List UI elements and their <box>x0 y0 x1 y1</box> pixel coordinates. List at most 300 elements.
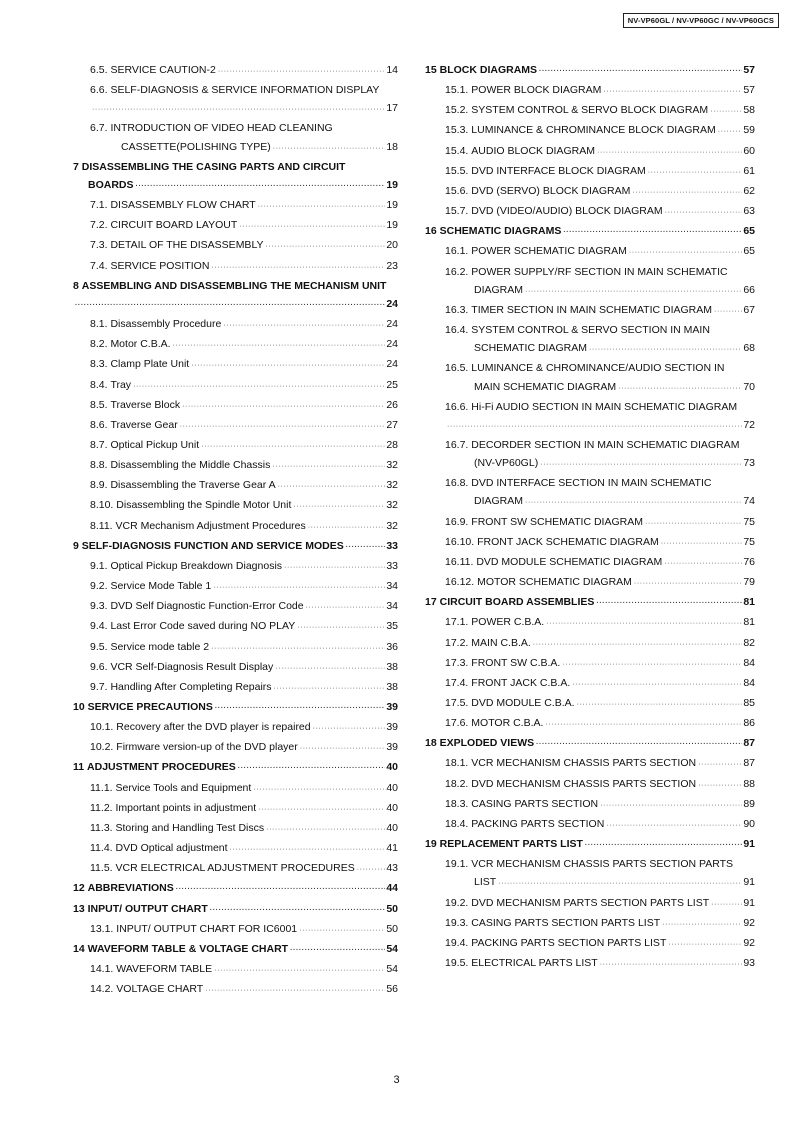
toc-entry-line <box>68 980 398 1000</box>
toc-entry-page: 28 <box>386 438 398 451</box>
toc-entry-line <box>425 754 755 774</box>
toc-entry-page: 89 <box>743 797 755 810</box>
toc-entry-page: 88 <box>743 777 755 790</box>
toc-entry-line <box>68 960 398 980</box>
toc-entry-line <box>425 162 755 182</box>
toc-entry[interactable] <box>425 101 755 121</box>
toc-entry-page: 24 <box>386 338 398 351</box>
toc-entry-page: 92 <box>743 916 755 929</box>
toc-entry[interactable] <box>425 934 755 954</box>
toc-entry[interactable] <box>68 678 398 698</box>
toc-entry[interactable] <box>425 242 755 262</box>
toc-entry-number: 17.3. <box>445 656 469 669</box>
toc-entry[interactable] <box>425 795 755 815</box>
toc-entry-title: SERVICE PRECAUTIONS <box>87 701 213 713</box>
toc-entry-title: REPLACEMENT PARTS LIST <box>439 838 583 851</box>
toc-entry-title: POWER SCHEMATIC DIAGRAM <box>471 245 627 258</box>
toc-entry[interactable] <box>68 537 398 557</box>
toc-entry-title: DVD Optical adjustment <box>115 842 228 855</box>
toc-entry-line <box>425 281 755 301</box>
leader-dots <box>253 781 385 799</box>
leader-dots <box>215 700 385 718</box>
toc-entry-line <box>425 873 755 893</box>
toc-entry[interactable] <box>425 263 755 301</box>
toc-entry-title: DISASSEMBLY FLOW CHART <box>110 199 256 212</box>
toc-entry[interactable] <box>425 359 755 397</box>
toc-entry[interactable] <box>68 456 398 476</box>
toc-entry[interactable] <box>425 474 755 512</box>
toc-entry[interactable] <box>425 81 755 101</box>
toc-entry-number: 16.11. <box>445 555 474 568</box>
toc-entry-title: SERVICE CAUTION-2 <box>110 64 216 76</box>
leader-dots <box>540 456 742 474</box>
toc-entry-page: 56 <box>386 983 398 996</box>
toc-entry[interactable] <box>68 920 398 940</box>
toc-entry[interactable] <box>425 553 755 573</box>
toc-entry[interactable] <box>68 859 398 879</box>
toc-entry-title: LUMINANCE & CHROMINANCE/AUDIO SECTION IN <box>471 362 725 375</box>
toc-entry-page: 40 <box>386 761 398 774</box>
toc-entry[interactable] <box>425 694 755 714</box>
toc-entry-page: 73 <box>743 457 755 470</box>
toc-entry[interactable] <box>425 855 755 893</box>
toc-entry-title: ABBREVIATIONS <box>87 882 174 895</box>
toc-entry-page: 39 <box>386 741 398 754</box>
toc-entry[interactable] <box>425 734 755 754</box>
leader-dots <box>698 756 742 774</box>
toc-entry[interactable] <box>68 940 398 960</box>
toc-entry-number: 9.1. <box>90 559 108 572</box>
toc-entry-line <box>68 476 398 496</box>
toc-entry-page: 32 <box>386 499 398 512</box>
toc-entry[interactable] <box>68 779 398 799</box>
toc-entry-title: CIRCUIT BOARD LAYOUT <box>110 219 238 232</box>
toc-entry[interactable] <box>425 775 755 795</box>
toc-entry-line <box>68 718 398 738</box>
toc-entry[interactable] <box>425 674 755 694</box>
toc-entry-title: DVD INTERFACE BLOCK DIAGRAM <box>471 164 646 177</box>
toc-entry-number: 16.10. <box>445 535 475 548</box>
toc-entry-line <box>425 398 755 416</box>
toc-entry-number: 17 <box>425 596 437 609</box>
toc-entry-line <box>68 779 398 799</box>
toc-entry-number: 8.5. <box>90 398 108 411</box>
toc-entry-title: SYSTEM CONTROL & SERVO SECTION IN MAIN <box>471 324 710 337</box>
toc-entry-number: 7.1. <box>90 199 108 212</box>
toc-entry-title: DIAGRAM <box>474 495 524 508</box>
toc-entry-line <box>425 533 755 553</box>
toc-entry-number: 11.5. <box>90 862 113 875</box>
toc-entry-title: BOARDS <box>88 178 134 191</box>
toc-entry-page: 24 <box>386 297 398 310</box>
toc-entry[interactable] <box>68 396 398 416</box>
leader-dots <box>711 896 742 914</box>
toc-entry-number: 7.4. <box>90 259 108 272</box>
toc-entry[interactable] <box>68 61 398 81</box>
toc-entry[interactable] <box>425 894 755 914</box>
toc-entry[interactable] <box>425 533 755 553</box>
toc-entry[interactable] <box>425 914 755 934</box>
toc-entry[interactable] <box>425 121 755 141</box>
toc-entry-title: FRONT JACK C.B.A. <box>471 676 571 689</box>
toc-entry-number: 16.6. <box>445 400 469 413</box>
toc-entry-page: 65 <box>743 245 755 258</box>
toc-entry-line <box>68 859 398 879</box>
toc-entry-number: 14 <box>73 942 85 955</box>
toc-entry-line <box>68 257 398 277</box>
toc-entry-number: 8 <box>73 279 79 292</box>
toc-entry-line <box>68 496 398 516</box>
leader-dots <box>211 259 385 277</box>
toc-entry-line <box>425 121 755 141</box>
toc-entry-line <box>68 61 398 81</box>
toc-entry-page: 87 <box>743 737 755 750</box>
toc-entry-number: 15.7. <box>445 205 469 218</box>
toc-entry-line <box>68 456 398 476</box>
toc-entry-page: 70 <box>743 380 755 393</box>
toc-entry-line <box>68 119 398 137</box>
toc-entry-page: 72 <box>743 418 755 431</box>
toc-entry-title: TIMER SECTION IN MAIN SCHEMATIC DIAGRAM <box>471 303 713 316</box>
toc-entry-number: 10.2. <box>90 741 114 754</box>
toc-entry[interactable] <box>425 654 755 674</box>
toc-entry-number: 19.4. <box>445 936 469 949</box>
toc-entry-line <box>425 734 755 754</box>
toc-entry[interactable] <box>68 517 398 537</box>
toc-entry-page: 27 <box>386 418 398 431</box>
leader-dots <box>648 164 743 182</box>
toc-entry-number: 8.1. <box>90 318 108 331</box>
toc-entry[interactable] <box>68 436 398 456</box>
toc-entry[interactable] <box>425 222 755 242</box>
toc-entry[interactable] <box>68 557 398 577</box>
toc-entry[interactable] <box>68 617 398 637</box>
toc-entry[interactable] <box>68 335 398 355</box>
toc-entry[interactable] <box>425 162 755 182</box>
toc-entry[interactable] <box>68 81 398 119</box>
leader-dots <box>75 297 385 315</box>
toc-left-column <box>68 61 398 1000</box>
leader-dots <box>536 736 742 754</box>
toc-entry-page: 19 <box>386 199 398 212</box>
toc-entry-line <box>425 914 755 934</box>
toc-entry[interactable] <box>425 398 755 436</box>
toc-entry[interactable] <box>68 277 398 315</box>
toc-entry-page: 23 <box>386 259 398 272</box>
toc-entry[interactable] <box>68 376 398 396</box>
toc-entry-number: 14.1. <box>90 963 114 976</box>
toc-entry[interactable] <box>425 754 755 774</box>
toc-entry[interactable] <box>68 315 398 335</box>
page-number: 3 <box>393 1074 400 1086</box>
toc-entry-number: 17.2. <box>445 636 469 649</box>
toc-entry-page: 90 <box>743 817 755 830</box>
toc-entry-page: 25 <box>386 378 398 391</box>
toc-entry-line <box>425 593 755 613</box>
toc-entry-page: 33 <box>386 559 398 572</box>
toc-entry-number: 9.3. <box>90 600 108 613</box>
toc-entry[interactable] <box>68 900 398 920</box>
toc-entry[interactable] <box>425 714 755 734</box>
toc-entry[interactable] <box>68 718 398 738</box>
toc-entry-line <box>68 617 398 637</box>
toc-entry-line <box>425 242 755 262</box>
toc-entry[interactable] <box>68 960 398 980</box>
toc-entry[interactable] <box>68 758 398 778</box>
leader-dots <box>629 244 742 262</box>
toc-entry-page: 93 <box>743 957 755 970</box>
toc-entry-line <box>425 454 755 474</box>
toc-entry[interactable] <box>68 196 398 216</box>
toc-entry-page: 54 <box>386 942 398 955</box>
toc-entry[interactable] <box>68 476 398 496</box>
toc-entry-page: 57 <box>743 84 755 97</box>
toc-entry-page: 54 <box>386 963 398 976</box>
toc-entry-line <box>425 855 755 873</box>
toc-entry-page: 91 <box>743 896 755 909</box>
toc-entry-number: 16.2. <box>445 265 469 278</box>
toc-entry[interactable] <box>68 236 398 256</box>
toc-entry-line <box>425 795 755 815</box>
toc-entry-line <box>425 378 755 398</box>
toc-entry[interactable] <box>68 597 398 617</box>
toc-entry-number: 8.2. <box>90 338 108 351</box>
toc-entry-page: 86 <box>743 717 755 730</box>
toc-entry-number: 8.7. <box>90 438 108 451</box>
leader-dots <box>284 559 385 577</box>
toc-entry[interactable] <box>68 119 398 157</box>
toc-entry-number: 19.5. <box>445 957 469 970</box>
toc-entry[interactable] <box>68 216 398 236</box>
leader-dots <box>585 837 742 855</box>
toc-entry-line <box>425 301 755 321</box>
toc-entry[interactable] <box>68 638 398 658</box>
toc-entry[interactable] <box>425 321 755 359</box>
toc-entry-page: 59 <box>743 124 755 137</box>
toc-entry-number: 17.1. <box>445 616 469 629</box>
toc-entry-number: 11.2. <box>90 801 113 814</box>
toc-entry[interactable] <box>425 613 755 633</box>
toc-entry-line <box>68 557 398 577</box>
leader-dots <box>176 881 386 899</box>
toc-entry-line <box>425 654 755 674</box>
toc-entry-number: 18.1. <box>445 757 469 770</box>
toc-entry-number: 17.4. <box>445 676 469 689</box>
toc-entry[interactable] <box>425 835 755 855</box>
toc-entry-page: 19 <box>386 219 398 232</box>
toc-entry-title: Important points in adjustment <box>115 801 257 814</box>
toc-entry-line <box>425 416 755 436</box>
toc-entry-title: POWER SUPPLY/RF SECTION IN MAIN SCHEMATIC <box>471 265 728 278</box>
toc-entry-number: 11.4. <box>90 842 113 855</box>
leader-dots <box>211 640 385 658</box>
toc-entry[interactable] <box>68 799 398 819</box>
toc-entry-number: 12 <box>73 882 85 895</box>
toc-entry-page: 50 <box>386 902 398 915</box>
toc-entry[interactable] <box>425 634 755 654</box>
toc-entry-title: POWER BLOCK DIAGRAM <box>471 84 602 97</box>
toc-entry-page: 50 <box>386 922 398 935</box>
toc-entry[interactable] <box>425 593 755 613</box>
toc-entry-title: VCR Mechanism Adjustment Procedures <box>115 519 306 532</box>
toc-entry-title: VCR MECHANISM CHASSIS PARTS SECTION <box>471 757 697 770</box>
toc-entry-title: POWER C.B.A. <box>471 616 545 629</box>
leader-dots <box>258 198 386 216</box>
toc-entry[interactable] <box>68 158 398 196</box>
toc-entry[interactable] <box>425 202 755 222</box>
toc-entry-number: 19.2. <box>445 896 469 909</box>
toc-entry[interactable] <box>68 738 398 758</box>
leader-dots <box>645 515 742 533</box>
toc-entry-line <box>68 940 398 960</box>
toc-entry-line <box>68 416 398 436</box>
toc-entry-line <box>68 236 398 256</box>
toc-entry-page: 35 <box>386 620 398 633</box>
toc-entry-line <box>68 176 398 196</box>
toc-entry-page: 26 <box>386 398 398 411</box>
toc-entry[interactable] <box>68 698 398 718</box>
toc-entry-number: 8.11. <box>90 519 113 532</box>
toc-entry-title: Disassembly Procedure <box>110 318 222 331</box>
toc-entry-page: 14 <box>386 64 398 76</box>
toc-entry-line <box>425 61 755 81</box>
toc-entry-title: INPUT/ OUTPUT CHART <box>87 902 208 915</box>
toc-entry-number: 17.6. <box>445 717 469 730</box>
leader-dots <box>274 680 386 698</box>
toc-entry-title: Service Mode Table 1 <box>110 580 212 593</box>
toc-entry[interactable] <box>425 142 755 162</box>
toc-entry-title: Traverse Gear <box>110 418 178 431</box>
toc-entry-page: 20 <box>386 239 398 252</box>
leader-dots <box>272 458 385 476</box>
leader-dots <box>600 797 742 815</box>
toc-entry-line <box>425 954 755 974</box>
toc-entry-page: 19 <box>386 178 398 191</box>
toc-entry-title: Disassembling the Middle Chassis <box>110 459 271 472</box>
toc-entry-title: Last Error Code saved during NO PLAY <box>110 620 296 633</box>
toc-entry[interactable] <box>425 573 755 593</box>
toc-entry-number: 9.5. <box>90 640 108 653</box>
toc-entry-number: 16.3. <box>445 303 469 316</box>
toc-entry-page: 91 <box>743 838 755 851</box>
toc-entry[interactable] <box>425 513 755 533</box>
toc-entry-title: PACKING PARTS SECTION PARTS LIST <box>471 936 667 949</box>
toc-entry-page: 65 <box>743 225 755 238</box>
toc-entry[interactable] <box>425 815 755 835</box>
toc-entry-line <box>68 678 398 698</box>
leader-dots <box>306 599 386 617</box>
toc-entry-number: 7 <box>73 160 79 173</box>
toc-entry-line <box>425 474 755 492</box>
leader-dots <box>238 760 386 778</box>
toc-entry[interactable] <box>68 496 398 516</box>
toc-entry-page: 33 <box>386 539 398 552</box>
toc-entry-number: 13.1. <box>90 922 114 935</box>
leader-dots <box>546 615 742 633</box>
toc-entry-number: 18.4. <box>445 817 469 830</box>
toc-entry-line <box>68 758 398 778</box>
toc-entry[interactable] <box>425 61 755 81</box>
model-header: NV-VP60GL / NV-VP60GC / NV-VP60GCS <box>623 13 779 28</box>
toc-entry-number: 7.2. <box>90 219 108 232</box>
toc-entry[interactable] <box>68 577 398 597</box>
leader-dots <box>632 184 742 202</box>
leader-dots <box>596 595 742 613</box>
toc-entry-line <box>425 101 755 121</box>
toc-entry-line <box>425 182 755 202</box>
toc-entry-title: Optical Pickup Breakdown Diagnosis <box>110 559 283 572</box>
toc-entry-title: DVD MODULE SCHEMATIC DIAGRAM <box>476 555 663 568</box>
toc-entry-number: 11.3. <box>90 821 113 834</box>
toc-entry-page: 60 <box>743 144 755 157</box>
toc-entry-line <box>68 295 398 315</box>
toc-entry-page: 91 <box>743 876 755 889</box>
toc-entry[interactable] <box>68 416 398 436</box>
toc-entry-title: Recovery after the DVD player is repaired <box>116 721 311 734</box>
toc-entry-line <box>68 277 398 295</box>
toc-entry-title: SCHEMATIC DIAGRAMS <box>439 225 562 238</box>
toc-entry-line <box>68 158 398 176</box>
toc-entry-title: Service Tools and Equipment <box>115 781 252 794</box>
leader-dots <box>533 636 743 654</box>
leader-dots <box>136 178 386 196</box>
toc-entry-line <box>68 819 398 839</box>
toc-entry-number: 15.2. <box>445 104 469 117</box>
toc-entry-title: FRONT SW SCHEMATIC DIAGRAM <box>471 515 643 528</box>
toc-entry-title: MAIN SCHEMATIC DIAGRAM <box>474 380 617 393</box>
toc-entry-page: 40 <box>386 781 398 794</box>
toc-entry-title: CASING PARTS SECTION <box>471 797 599 810</box>
toc-entry-line <box>68 839 398 859</box>
toc-entry[interactable] <box>68 839 398 859</box>
toc-entry-title: BLOCK DIAGRAMS <box>439 64 538 76</box>
toc-entry[interactable] <box>425 954 755 974</box>
toc-entry[interactable] <box>68 257 398 277</box>
toc-entry-line <box>68 99 398 119</box>
leader-dots <box>447 418 742 436</box>
toc-entry[interactable] <box>68 819 398 839</box>
toc-entry-number: 11 <box>73 761 85 774</box>
leader-dots <box>210 902 386 920</box>
toc-entry[interactable] <box>68 879 398 899</box>
toc-entry-title: Traverse Block <box>110 398 181 411</box>
toc-entry-title: MAIN C.B.A. <box>471 636 531 649</box>
toc-entry[interactable] <box>425 182 755 202</box>
toc-entry[interactable] <box>425 301 755 321</box>
leader-dots <box>266 821 385 839</box>
toc-entry[interactable] <box>425 436 755 474</box>
toc-entry-page: 41 <box>386 842 398 855</box>
toc-entry[interactable] <box>68 980 398 1000</box>
leader-dots <box>589 341 742 359</box>
leader-dots <box>92 101 385 119</box>
toc-entry-line <box>425 634 755 654</box>
toc-entry-line <box>68 355 398 375</box>
toc-entry[interactable] <box>68 658 398 678</box>
toc-entry-line <box>425 492 755 512</box>
leader-dots <box>577 696 743 714</box>
toc-entry-number: 15.5. <box>445 164 469 177</box>
toc-entry-title: INTRODUCTION OF VIDEO HEAD CLEANING <box>110 122 333 135</box>
toc-entry-line <box>425 775 755 795</box>
leader-dots <box>718 123 743 141</box>
toc-entry-line <box>425 553 755 573</box>
toc-entry[interactable] <box>68 355 398 375</box>
toc-entry-number: 10.1. <box>90 721 114 734</box>
toc-entry-line <box>68 138 398 158</box>
toc-entry-line <box>425 81 755 101</box>
toc-entry-number: 8.10. <box>90 499 114 512</box>
